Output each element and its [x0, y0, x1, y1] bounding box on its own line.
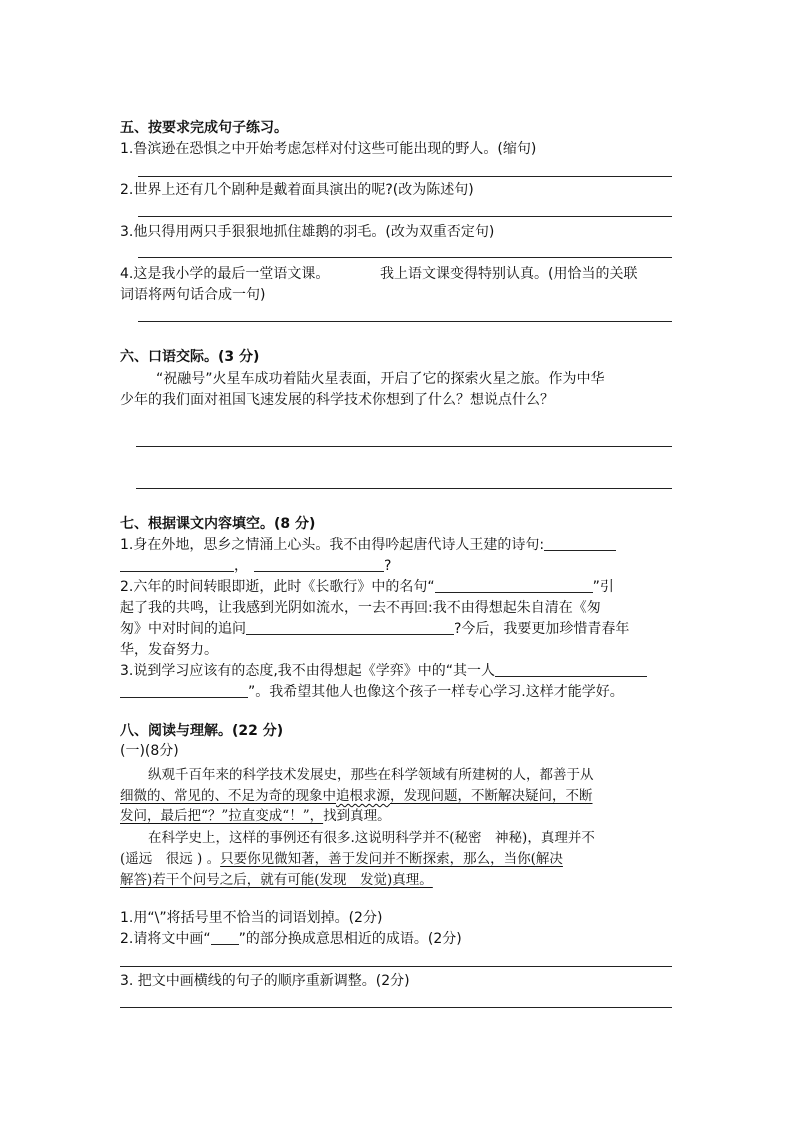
passage-p2-line-1: 在科学史上，这样的事例还有很多.这说明科学并不(秘密 神秘)，真理并不: [148, 830, 595, 846]
sec7-q2-text: 2.六年的时间转眼即逝，此时《长歌行》中的名句“: [120, 579, 435, 595]
comma: ，: [234, 558, 248, 574]
sec5-question-4a: 4.这是我小学的最后一堂语文课。: [120, 266, 330, 282]
fill-blank[interactable]: [495, 662, 647, 677]
answer-line[interactable]: [136, 446, 672, 447]
sec7-q3-text: ”。我希望其他人也像这个孩子一样专心学习.这样才能学好。: [248, 684, 624, 700]
sec6-prompt-line-2: 少年的我们面对祖国飞速发展的科学技术你想到了什么？想说点什么？: [120, 392, 554, 408]
sec7-q2-line-4: 华，发奋努力。: [120, 642, 218, 658]
answer-line[interactable]: [120, 1007, 672, 1008]
sec7-q3-line-2: [120, 682, 624, 702]
passage-text: (遥远 很远 ) 。: [120, 851, 221, 867]
underline-sample: [211, 930, 239, 945]
answer-line[interactable]: [138, 257, 672, 258]
passage-p1-line-3: [120, 806, 391, 826]
sec5-question-4b: 我上语文课变得特别认真。(用恰当的关联: [380, 266, 638, 282]
fill-blank[interactable]: [246, 620, 454, 635]
sec5-question-2: 2.世界上还有几个剧种是戴着面具演出的呢?(改为陈述句): [120, 182, 474, 198]
fill-blank[interactable]: [254, 557, 384, 572]
sec7-q2-text: ”引: [592, 579, 614, 595]
sec7-question-1-cont: [120, 556, 391, 576]
passage-text: 找到真理。: [323, 808, 391, 824]
sec6-prompt-line-1: “祝融号”火星车成功着陆火星表面，开启了它的探索火星之旅。作为中华: [156, 371, 605, 387]
sec8-question-1: 1.用“\”将括号里不恰当的词语划掉。(2分): [120, 910, 383, 926]
section-6-title: 六、口语交际。(3 分): [120, 349, 260, 365]
passage-p2-line-2: [120, 849, 563, 869]
sec8-q2-text: 2.请将文中画“: [120, 931, 211, 947]
sec7-question-3: [120, 661, 647, 681]
sec7-q2-line-3: [120, 619, 629, 639]
sec7-q2-text: 匆》中对时间的追问: [120, 621, 246, 637]
underlined-phrase: ，发现问题，不断解决疑问，不断: [390, 788, 593, 804]
answer-line[interactable]: [136, 488, 672, 489]
sec7-question-2: [120, 577, 614, 597]
underlined-phrase: 解答)若干个问号之后，就有可能(发现 发觉)真理。: [120, 872, 433, 888]
sec5-question-3: 3.他只得用两只手狠狠地抓住雄鹅的羽毛。(改为双重否定句): [120, 224, 495, 240]
section-8-title: 八、阅读与理解。(22 分): [120, 723, 284, 739]
underlined-phrase: 细微的、常见的、不足为奇的现象中: [120, 788, 336, 804]
passage-1-label: (一)(8分): [120, 743, 179, 759]
answer-line[interactable]: [138, 321, 672, 322]
section-7-title: 七、根据课文内容填空。(8 分): [120, 516, 316, 532]
question-mark: ?: [384, 558, 392, 574]
answer-line[interactable]: [120, 966, 672, 967]
passage-p2-line-3: [120, 870, 433, 890]
underlined-phrase: 发问，最后把“？”拉直变成“！”，: [120, 808, 324, 824]
answer-line[interactable]: [138, 216, 672, 217]
passage-p1-line-2: [120, 786, 593, 806]
sec7-q2-text: ?今后，我要更加珍惜青春年: [454, 621, 630, 637]
sec5-question-1: 1.鲁滨逊在恐惧之中开始考虑怎样对付这些可能出现的野人。(缩句): [120, 141, 537, 157]
sec7-question-1: [120, 535, 616, 555]
sec8-question-3: 3. 把文中画横线的句子的顺序重新调整。(2分): [120, 973, 410, 989]
fill-blank[interactable]: [120, 557, 234, 572]
answer-line[interactable]: [138, 176, 672, 177]
wavy-underlined-phrase: 追根求源: [336, 788, 390, 804]
passage-p1-line-1: 纵观千百年来的科学技术发展史，那些在科学领域有所建树的人，都善于从: [148, 767, 594, 783]
sec8-q2-text: ”的部分换成意思相近的成语。(2分): [238, 931, 462, 947]
sec7-q1-text: 1.身在外地，思乡之情涌上心头。我不由得吟起唐代诗人王建的诗句:: [120, 537, 545, 553]
sec5-question-4c: 词语将两句话合成一句): [120, 287, 266, 303]
fill-blank[interactable]: [120, 683, 248, 698]
fill-blank[interactable]: [544, 536, 616, 551]
underlined-phrase: 只要你见微知著，善于发问并不断探索，那么，当你(解决: [220, 851, 563, 867]
sec7-q3-text: 3.说到学习应该有的态度,我不由得想起《学弈》中的“其一人: [120, 663, 496, 679]
section-5-title: 五、按要求完成句子练习。: [120, 120, 288, 136]
fill-blank[interactable]: [435, 578, 593, 593]
sec8-question-2: [120, 929, 462, 949]
sec7-q2-line-2: 起了我的共鸣，让我感到光阴如流水，一去不再回:我不由得想起朱自清在《匆: [120, 600, 601, 616]
